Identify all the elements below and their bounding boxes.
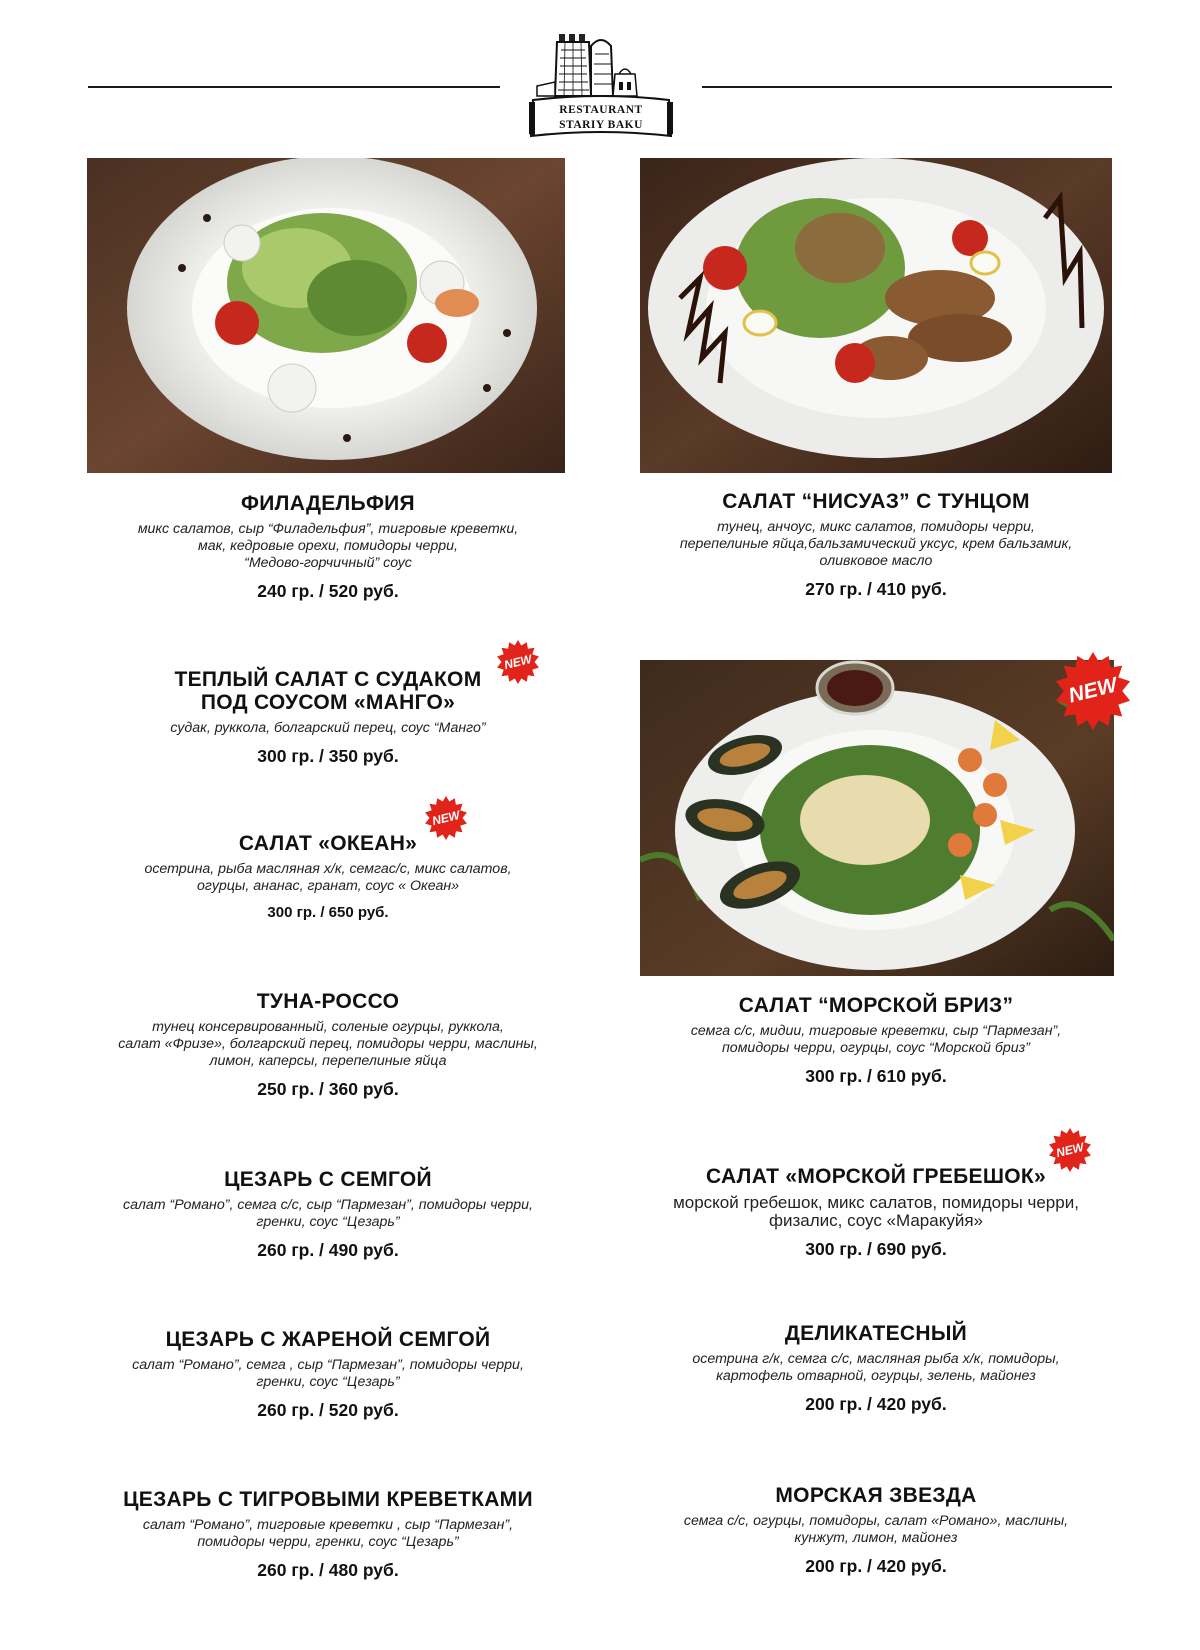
new-badge-label: NEW <box>430 807 462 829</box>
menu-item-name: ЦЕЗАРЬ С ТИГРОВЫМИ КРЕВЕТКАМИ <box>123 1488 533 1511</box>
menu-item-delicatessen <box>636 1322 1116 1415</box>
menu-item-price: 250 гр. / 360 руб. <box>257 1079 399 1099</box>
header-rule-right <box>702 86 1112 88</box>
menu-item-description: осетрина, рыба масляная х/к, семгас/с, микс салатов, огурцы, ананас, гранат, соус « Океан» <box>144 861 512 894</box>
menu-item-price: 300 гр. / 690 руб. <box>805 1239 947 1259</box>
menu-item-price: 260 гр. / 520 руб. <box>257 1400 399 1420</box>
menu-item-description: салат “Романо”, семга , сыр “Пармезан”, помидоры черри, гренки, соус “Цезарь” <box>132 1357 524 1390</box>
menu-item-price: 260 гр. / 480 руб. <box>257 1560 399 1580</box>
menu-item-tuna-rosso <box>88 990 568 1100</box>
menu-item-sea-breeze <box>636 994 1116 1087</box>
menu-item-price: 300 гр. / 650 руб. <box>267 904 389 921</box>
menu-item-name: САЛАТ “МОРСКОЙ БРИЗ” <box>738 994 1014 1017</box>
menu-item-price: 300 гр. / 610 руб. <box>805 1066 947 1086</box>
menu-item-name: ФИЛАДЕЛЬФИЯ <box>241 492 415 515</box>
menu-item-ocean-salad <box>88 832 568 921</box>
menu-item-description: салат “Романо”, тигровые креветки , сыр “Пармезан”, помидоры черри, гренки, соус “Цезарь” <box>142 1517 514 1550</box>
photo-sea-breeze-salad <box>640 660 1114 976</box>
menu-item-description: морской гребешок, микс салатов, помидоры черри, физалис, соус «Маракуйя» <box>673 1193 1079 1230</box>
logo-line-2: STARIY BAKU <box>559 119 643 131</box>
menu-item-price: 240 гр. / 520 руб. <box>257 581 399 601</box>
menu-item-name: МОРСКАЯ ЗВЕЗДА <box>775 1484 977 1507</box>
menu-item-price: 260 гр. / 490 руб. <box>257 1240 399 1260</box>
menu-item-name: ДЕЛИКАТЕСНЫЙ <box>784 1322 968 1345</box>
menu-item-sea-scallop <box>636 1165 1116 1260</box>
menu-item-description: осетрина г/к, семга с/с, масляная рыба х/к, помидоры, картофель отварной, огурцы, зелень, майонез <box>692 1351 1060 1384</box>
menu-item-nicoise-tuna <box>636 490 1116 600</box>
menu-item-philadelphia <box>88 492 568 602</box>
menu-item-warm-zander-salad <box>88 668 568 767</box>
menu-item-description: семга с/с, огурцы, помидоры, салат «Романо», маслины, кунжут, лимон, майонез <box>683 1513 1069 1546</box>
menu-item-name: САЛАТ “НИСУАЗ” С ТУНЦОМ <box>722 490 1030 513</box>
menu-item-description: семга с/с, мидии, тигровые креветки, сыр “Пармезан”, помидоры черри, огурцы, соус “Морской бриз” <box>690 1023 1062 1056</box>
menu-item-price: 200 гр. / 420 руб. <box>805 1394 947 1414</box>
menu-item-name: САЛАТ «ОКЕАН» <box>238 832 418 855</box>
menu-item-description: тунец, анчоус, микс салатов, помидоры черри, перепелиные яйца,бальзамический уксус, крем бальзамик, оливковое масло <box>679 519 1073 569</box>
new-badge-label: NEW <box>1066 673 1120 708</box>
new-badge <box>1054 652 1132 730</box>
menu-item-name: ТУНА-РОССО <box>256 990 400 1013</box>
restaurant-logo <box>527 24 675 142</box>
menu-item-price: 200 гр. / 420 руб. <box>805 1556 947 1576</box>
photo-nicoise-salad <box>640 158 1112 473</box>
menu-item-price: 300 гр. / 350 руб. <box>257 746 399 766</box>
menu-item-description: судак, руккола, болгарский перец, соус “Манго” <box>170 720 486 736</box>
menu-item-description: тунец консервированный, соленые огурцы, руккола, салат «Фризе», болгарский перец, помидоры черри, маслины, лимон, каперсы, перепелиные яйца <box>118 1019 538 1069</box>
header-rule-left <box>88 86 500 88</box>
logo-line-1: RESTAURANT <box>559 104 643 116</box>
menu-item-description: микс салатов, сыр “Филадельфия”, тигровые креветки, мак, кедровые орехи, помидоры черри, “Медово-горчичный” соус <box>137 521 519 571</box>
menu-item-name: ТЕПЛЫЙ САЛАТ С СУДАКОМ ПОД СОУСОМ «МАНГО» <box>174 668 482 714</box>
menu-item-caesar-fried-salmon <box>88 1328 568 1421</box>
menu-item-name: ЦЕЗАРЬ С ЖАРЕНОЙ СЕМГОЙ <box>165 1328 491 1351</box>
photo-philadelphia-salad <box>87 158 565 473</box>
new-badge-label: NEW <box>502 651 534 673</box>
new-badge-label: NEW <box>1054 1139 1086 1161</box>
menu-item-name: САЛАТ «МОРСКОЙ ГРЕБЕШОК» <box>706 1165 1046 1188</box>
menu-item-caesar-shrimp <box>88 1488 568 1581</box>
menu-item-price: 270 гр. / 410 руб. <box>805 579 947 599</box>
menu-item-sea-star <box>636 1484 1116 1577</box>
menu-item-description: салат “Романо”, семга с/с, сыр “Пармезан”, помидоры черри, гренки, соус “Цезарь” <box>123 1197 533 1230</box>
menu-item-name: ЦЕЗАРЬ С СЕМГОЙ <box>224 1168 432 1191</box>
menu-item-caesar-salmon <box>88 1168 568 1261</box>
